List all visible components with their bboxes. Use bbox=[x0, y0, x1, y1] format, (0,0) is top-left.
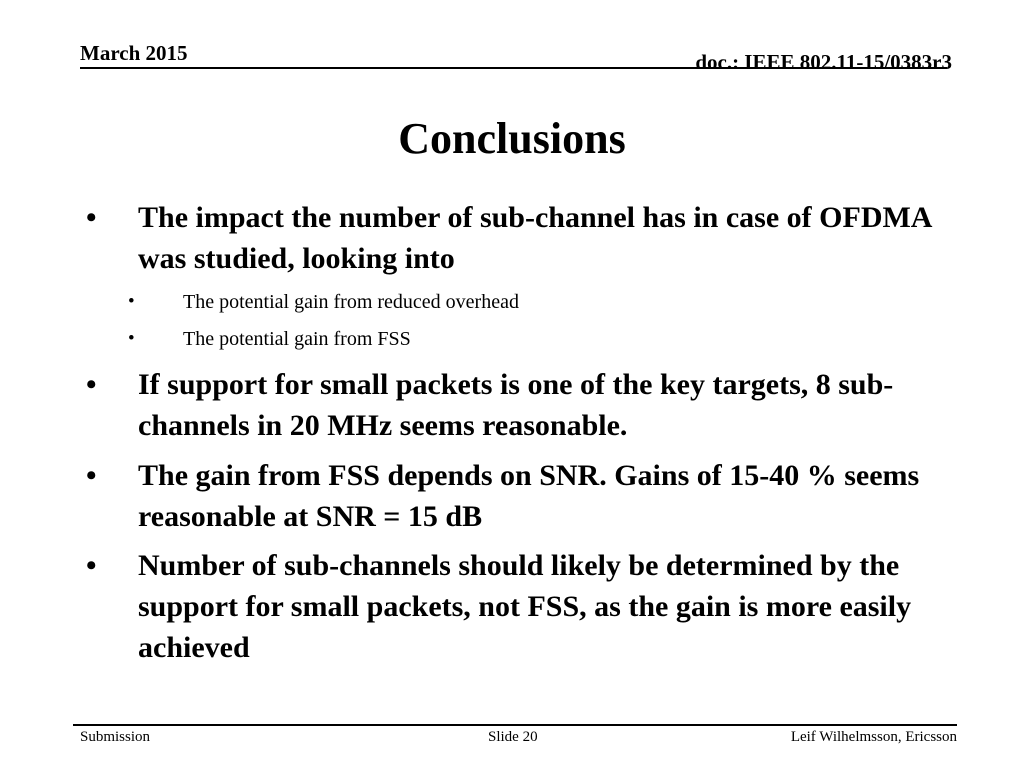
bullet-text: The gain from FSS depends on SNR. Gains of 15-40 % seems reasonable at SNR = 15 dB bbox=[138, 459, 920, 533]
footer-author: Leif Wilhelmsson, Ericsson bbox=[790, 729, 957, 745]
bullet-text: If support for small packets is one of the key targets, 8 sub-channels in 20 MHz seems reasonable. bbox=[138, 368, 894, 442]
slide-title: Conclusions bbox=[398, 114, 626, 163]
bullet-marker: • bbox=[86, 201, 97, 234]
sub-bullet-text: The potential gain from reduced overhead bbox=[183, 291, 519, 313]
header-doc-id: doc.: IEEE 802.11-15/0383r3 bbox=[695, 50, 952, 74]
footer-submission: Submission bbox=[80, 729, 151, 745]
footer-divider bbox=[73, 724, 957, 726]
sub-bullet-marker: • bbox=[128, 328, 135, 349]
sub-bullet-marker: • bbox=[128, 291, 135, 312]
bullet-marker: • bbox=[86, 549, 97, 582]
header-date: March 2015 bbox=[80, 41, 188, 65]
bullet-marker: • bbox=[86, 459, 97, 492]
sub-bullet-text: The potential gain from FSS bbox=[183, 328, 411, 350]
bullet-text: Number of sub-channels should likely be determined by the support for small packets, not FSS, as the gain is more easily achieved bbox=[138, 549, 912, 664]
bullet-marker: • bbox=[86, 368, 97, 401]
footer-slide-number: Slide 20 bbox=[488, 729, 538, 745]
bullet-text: The impact the number of sub-channel has in case of OFDMA was studied, looking into bbox=[138, 201, 931, 275]
